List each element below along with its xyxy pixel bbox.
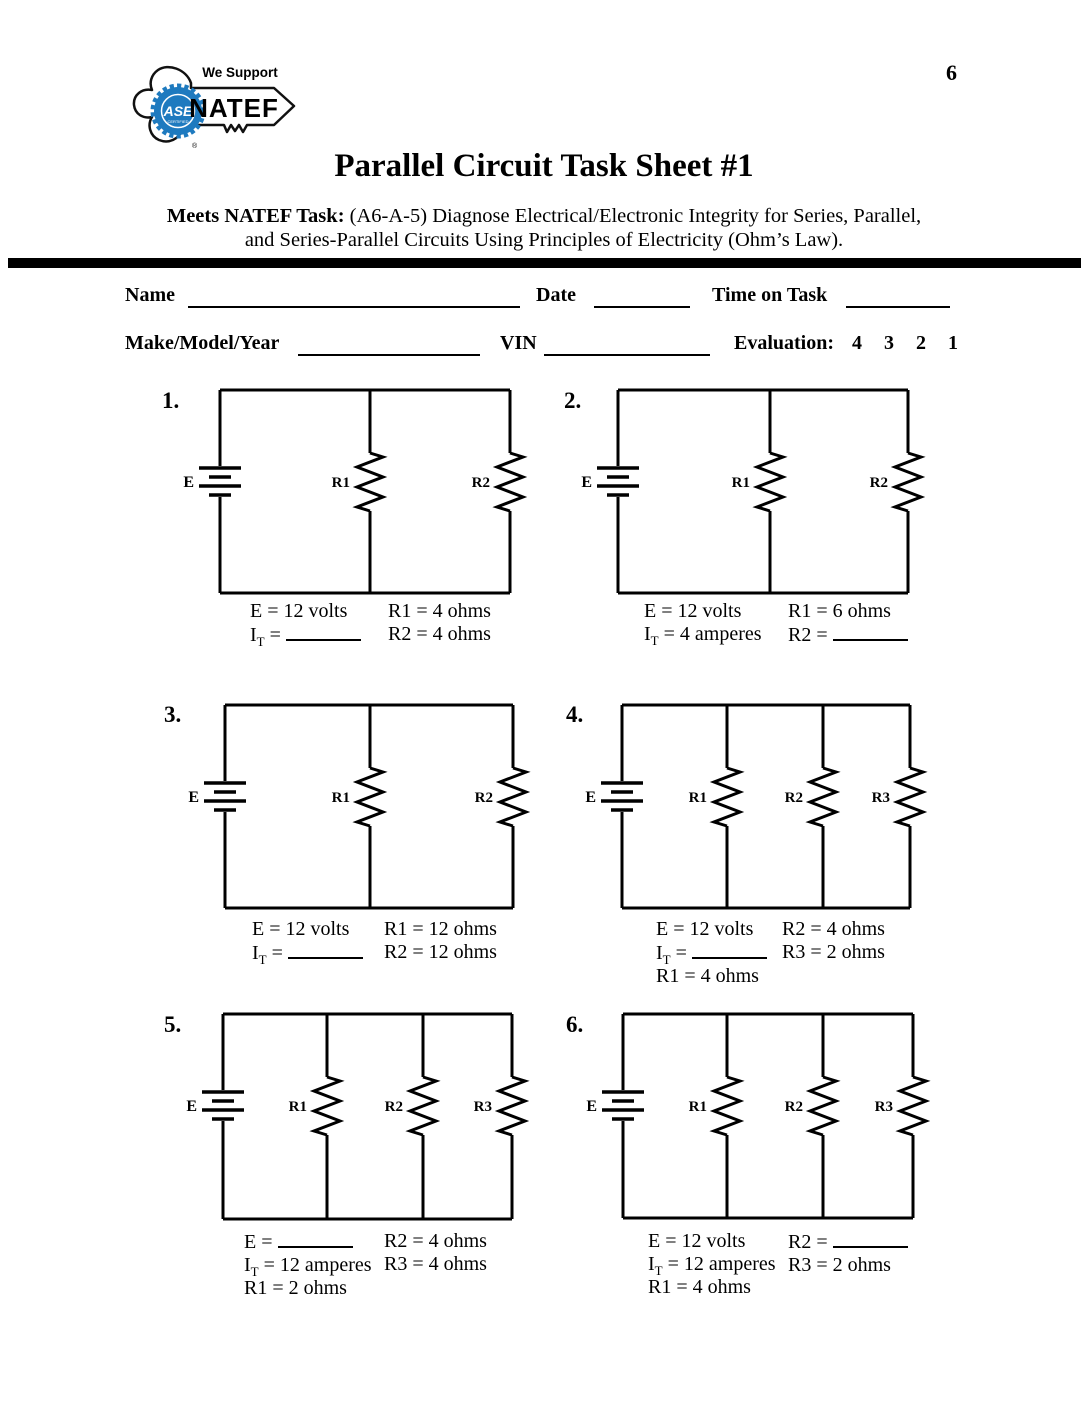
resistor-label-r2: R2 <box>869 475 888 491</box>
value-line: R1 = 12 ohms <box>384 918 497 940</box>
value-line: R2 = <box>788 1230 908 1254</box>
resistor-label-r1: R1 <box>731 475 750 491</box>
value-line: E = 12 volts <box>644 600 742 622</box>
circuit-4-number: 4. <box>566 702 584 727</box>
circuit-6-number: 6. <box>566 1012 584 1037</box>
date-blank <box>594 285 690 308</box>
resistor-label-r1: R1 <box>331 475 350 491</box>
vin-label: VIN <box>500 332 537 354</box>
evaluation-score-1: 1 <box>948 332 958 354</box>
ase-emblem-text: ASE <box>163 103 193 119</box>
circuit-3-diagram <box>165 697 539 919</box>
battery-icon <box>602 1014 644 1218</box>
value-line: $I_T$ = <box>252 941 363 965</box>
logo-tagline: We Support <box>202 65 278 80</box>
resistor-label-r1: R1 <box>688 790 707 806</box>
natef-task-line1: Meets NATEF Task: (A6-A-5) Diagnose Electrical/Electronic Integrity for Series, Parallel, <box>166 205 922 227</box>
resistor-label-r2: R2 <box>474 790 493 806</box>
value-line: R2 = 4 ohms <box>782 918 885 940</box>
resistor-icon <box>497 390 523 593</box>
circuit-3-values-left <box>252 918 363 965</box>
value-line: E = 12 volts <box>648 1230 746 1252</box>
ase-certified-text: CERTIFIED <box>167 119 189 124</box>
value-line: E = 12 volts <box>656 918 754 940</box>
value-line: R1 = 2 ohms <box>244 1277 347 1299</box>
name-label: Name <box>125 284 175 306</box>
page-number: 6 <box>946 60 957 85</box>
value-line: R2 = 4 ohms <box>388 623 491 645</box>
circuit-2-number: 2. <box>564 388 582 413</box>
resistor-label-r3: R3 <box>473 1099 492 1115</box>
resistor-icon <box>897 705 923 908</box>
date-label: Date <box>536 284 576 306</box>
battery-label: E <box>183 474 194 491</box>
circuit-5-number: 5. <box>164 1012 182 1037</box>
circuit-2-values-left <box>644 600 762 646</box>
circuit-1-values-right <box>388 600 491 646</box>
value-line: $I_T = 4$ amperes <box>644 623 762 648</box>
circuit-2-values-right <box>788 600 908 647</box>
resistor-label-r2: R2 <box>471 475 490 491</box>
time-on-task-blank <box>846 285 950 308</box>
value-line: $I_T$ = <box>250 623 361 647</box>
battery-label: E <box>586 1098 597 1115</box>
resistor-icon <box>357 705 383 908</box>
circuit-5-diagram <box>163 1006 539 1230</box>
answer-blank <box>278 1230 353 1248</box>
resistor-icon <box>714 1014 740 1218</box>
value-line: R1 = 4 ohms <box>388 600 491 622</box>
resistor-label-r3: R3 <box>874 1099 893 1115</box>
battery-label: E <box>186 1098 197 1115</box>
resistor-label-r1: R1 <box>288 1099 307 1115</box>
circuit-3-values-right <box>384 918 497 964</box>
circuit-6-values-right <box>788 1230 908 1277</box>
registered-mark: ® <box>192 143 198 150</box>
battery-icon <box>601 705 643 908</box>
circuit-4-values-left <box>656 918 767 988</box>
circuit-6-diagram <box>563 1006 941 1230</box>
evaluation-label: Evaluation: <box>734 332 835 354</box>
page-title: Parallel Circuit Task Sheet #1 <box>334 148 754 184</box>
resistor-icon <box>357 390 383 593</box>
resistor-label-r1: R1 <box>688 1099 707 1115</box>
circuit-4-values-right <box>782 918 885 964</box>
value-line: R2 = <box>788 623 908 647</box>
value-line: R2 = 4 ohms <box>384 1230 487 1252</box>
circuit-2-diagram <box>558 382 934 604</box>
natef-task-line2: and Series-Parallel Circuits Using Principles of Electricity (Ohm’s Law). <box>244 229 844 251</box>
value-line: E = 12 volts <box>250 600 348 622</box>
natef-logo <box>128 55 303 155</box>
make-model-year-blank <box>298 333 480 356</box>
battery-label: E <box>581 474 592 491</box>
battery-icon <box>199 390 241 593</box>
evaluation-score-3: 3 <box>884 332 894 354</box>
resistor-icon <box>714 705 740 908</box>
value-line: R1 = 4 ohms <box>656 965 759 987</box>
resistor-icon <box>900 1014 926 1218</box>
resistor-icon <box>810 705 836 908</box>
vin-blank <box>544 333 710 356</box>
battery-label: E <box>188 789 199 806</box>
value-line: E = 12 volts <box>252 918 350 940</box>
resistor-label-r1: R1 <box>331 790 350 806</box>
value-line: R3 = 4 ohms <box>384 1253 487 1275</box>
resistor-label-r2: R2 <box>784 1099 803 1115</box>
answer-blank <box>833 1230 908 1248</box>
make-model-year-label: Make/Model/Year <box>125 332 280 354</box>
circuit-1-number: 1. <box>162 388 180 413</box>
answer-blank <box>833 623 908 641</box>
resistor-icon <box>895 390 921 593</box>
value-line: R3 = 2 ohms <box>782 941 885 963</box>
logo-org-name: NATEF <box>189 93 279 123</box>
evaluation-score-2: 2 <box>916 332 926 354</box>
circuit-1-diagram <box>160 382 536 604</box>
resistor-label-r2: R2 <box>784 790 803 806</box>
natef-task-label: Meets NATEF Task: <box>166 205 345 227</box>
battery-icon <box>597 390 639 593</box>
resistor-label-r3: R3 <box>871 790 890 806</box>
answer-blank <box>692 941 767 959</box>
evaluation-score-4: 4 <box>852 332 862 354</box>
circuit-5-values-left <box>244 1230 372 1300</box>
battery-label: E <box>585 789 596 806</box>
value-line: R1 = 4 ohms <box>648 1276 751 1298</box>
resistor-icon <box>810 1014 836 1218</box>
name-blank <box>188 285 520 308</box>
value-line: R1 = 6 ohms <box>788 600 891 622</box>
header-divider-rule <box>8 258 1081 268</box>
value-line: $I_T = 12$ amperes <box>244 1254 372 1279</box>
circuit-6-values-left <box>648 1230 776 1299</box>
circuit-5-values-right <box>384 1230 487 1276</box>
resistor-icon <box>314 1014 340 1219</box>
circuit-1-values-left <box>250 600 361 647</box>
resistor-icon <box>500 705 526 908</box>
value-line: R2 = 12 ohms <box>384 941 497 963</box>
answer-blank <box>288 941 363 959</box>
circuit-4-diagram <box>562 697 938 919</box>
value-line: R3 = 2 ohms <box>788 1254 891 1276</box>
value-line: E = <box>244 1230 372 1254</box>
battery-icon <box>202 1014 244 1219</box>
time-on-task-label: Time on Task <box>712 284 828 306</box>
resistor-icon <box>410 1014 436 1219</box>
value-line: $I_T$ = <box>656 941 767 965</box>
resistor-icon <box>757 390 783 593</box>
battery-icon <box>204 705 246 908</box>
resistor-label-r2: R2 <box>384 1099 403 1115</box>
resistor-icon <box>499 1014 525 1219</box>
value-line: $I_T = 12$ amperes <box>648 1253 776 1278</box>
answer-blank <box>286 623 361 641</box>
circuit-3-number: 3. <box>164 702 182 727</box>
